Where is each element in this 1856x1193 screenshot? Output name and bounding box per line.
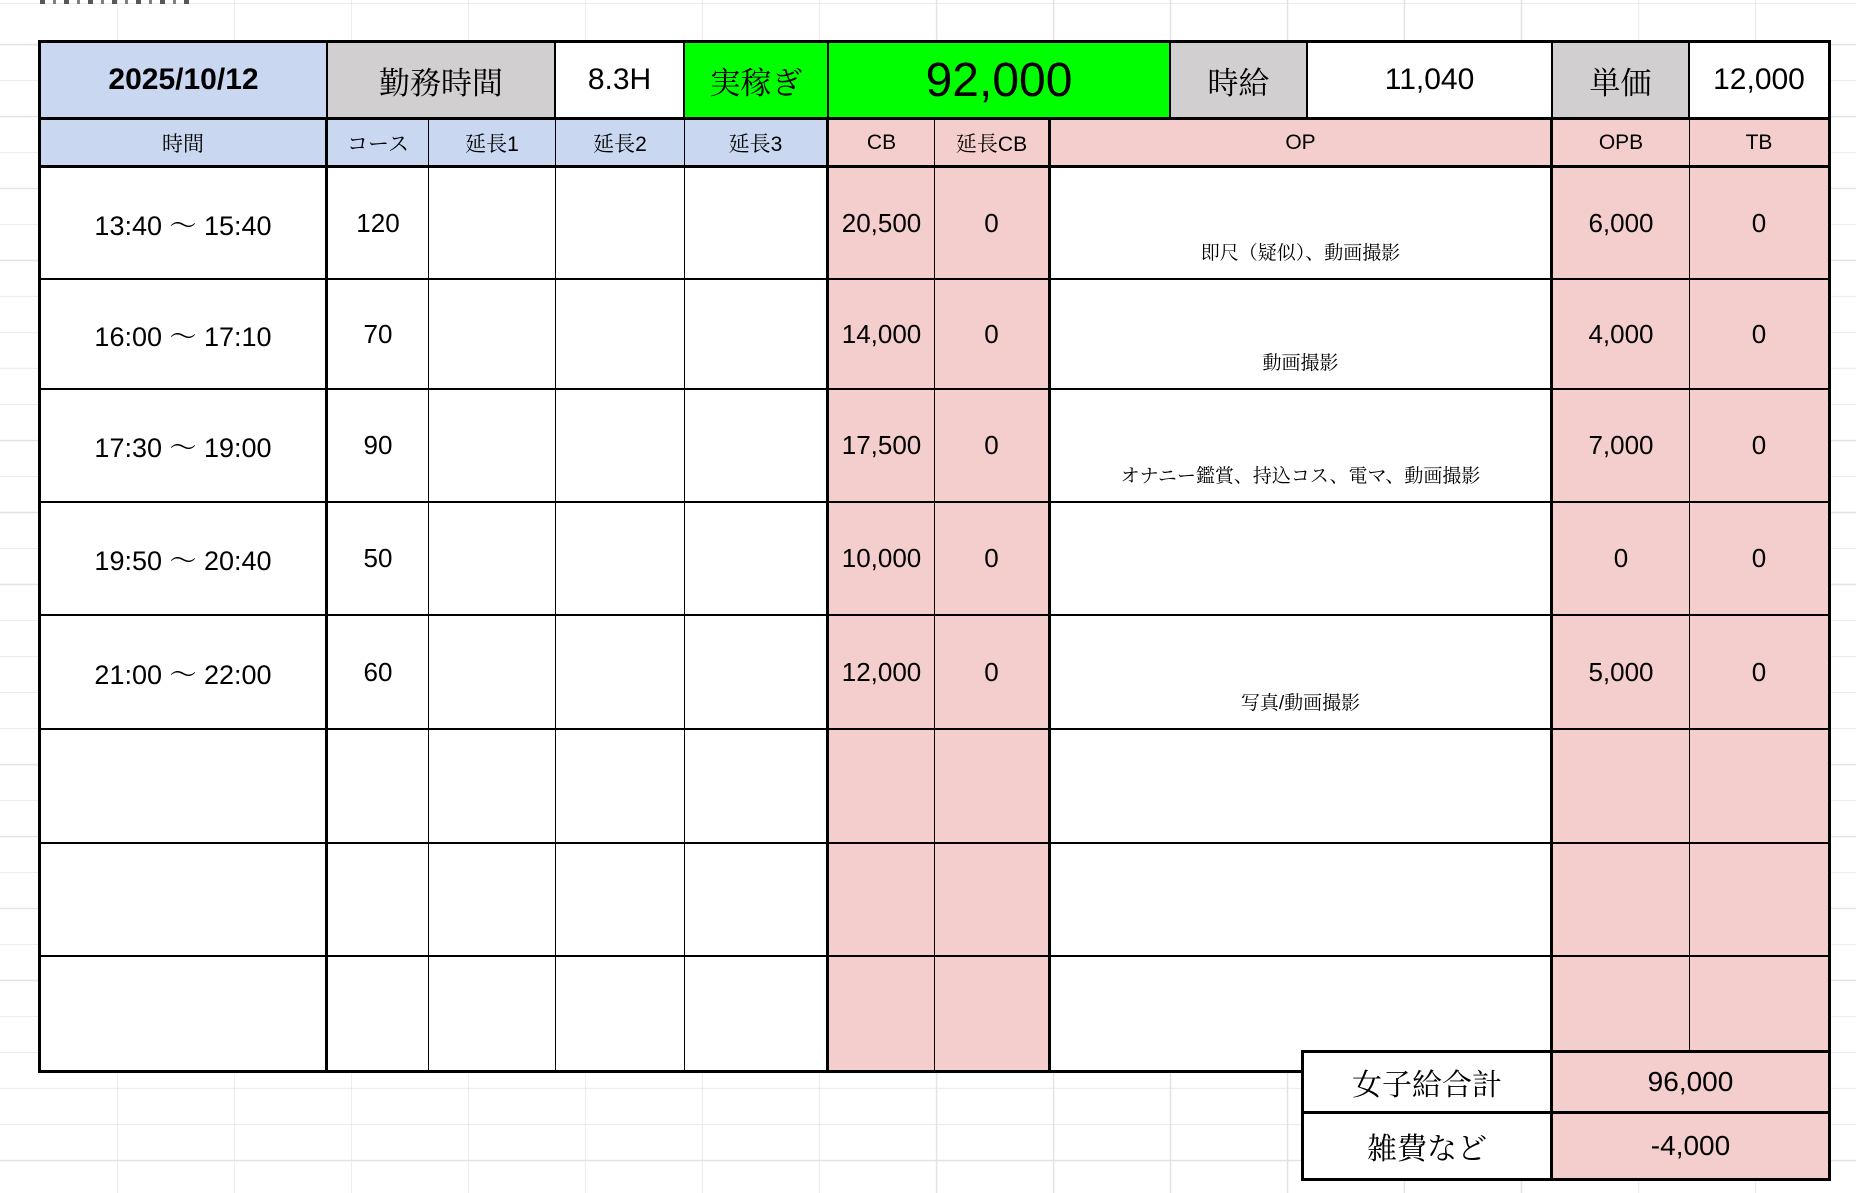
work-time-label-cell[interactable]: 勤務時間 <box>328 43 556 117</box>
ext2-cell[interactable] <box>556 730 685 842</box>
course-cell[interactable] <box>328 844 429 955</box>
op-cell[interactable] <box>1051 730 1553 842</box>
ext3-cell[interactable] <box>685 730 829 842</box>
time-cell[interactable]: 21:00 ～ 22:00 <box>41 616 328 728</box>
tb-cell[interactable] <box>1690 730 1828 842</box>
ext-cb-cell[interactable] <box>935 730 1051 842</box>
clipped-text-fragment <box>40 0 190 4</box>
column-header-row <box>41 120 1828 168</box>
cb-cell[interactable] <box>829 844 935 955</box>
date-cell[interactable]: 2025/10/12 <box>41 43 328 117</box>
cb-cell[interactable]: 12,000 <box>829 616 935 728</box>
time-cell[interactable] <box>41 730 328 842</box>
ext1-cell[interactable] <box>429 390 556 501</box>
opb-cell[interactable]: 6,000 <box>1553 168 1690 278</box>
opb-cell[interactable]: 4,000 <box>1553 280 1690 388</box>
table-row <box>41 280 1828 390</box>
ext3-cell[interactable] <box>685 168 829 278</box>
ext1-cell[interactable] <box>429 730 556 842</box>
totals-footer <box>1301 1050 1831 1181</box>
op-cell[interactable]: 即尺（疑似）、動画撮影 <box>1051 168 1553 278</box>
op-cell[interactable] <box>1051 844 1553 955</box>
expenses-label-cell[interactable]: 雑費など <box>1304 1114 1553 1178</box>
work-time-value-cell[interactable]: 8.3H <box>556 43 685 117</box>
hourly-wage-label-cell[interactable]: 時給 <box>1171 43 1308 117</box>
table-row <box>41 390 1828 503</box>
time-cell[interactable]: 17:30 ～ 19:00 <box>41 390 328 501</box>
ext1-cell[interactable] <box>429 844 556 955</box>
unit-price-label-cell[interactable]: 単価 <box>1553 43 1690 117</box>
ext3-cell[interactable] <box>685 390 829 501</box>
time-cell[interactable]: 19:50 ～ 20:40 <box>41 503 328 614</box>
opb-cell[interactable] <box>1553 730 1690 842</box>
ext2-cell[interactable] <box>556 168 685 278</box>
time-cell[interactable] <box>41 844 328 955</box>
course-cell[interactable] <box>328 957 429 1070</box>
expenses-row <box>1304 1114 1828 1178</box>
op-cell[interactable]: 写真/動画撮影 <box>1051 616 1553 728</box>
table-row <box>41 503 1828 616</box>
unit-price-value-cell[interactable]: 12,000 <box>1713 63 1805 96</box>
expenses-value-cell[interactable]: -4,000 <box>1553 1114 1828 1178</box>
table-row <box>41 616 1828 730</box>
ext-cb-cell[interactable]: 0 <box>935 503 1051 614</box>
ext2-cell[interactable] <box>556 390 685 501</box>
ext2-cell[interactable] <box>556 616 685 728</box>
total-label-cell[interactable]: 女子給合計 <box>1304 1053 1553 1111</box>
course-cell[interactable] <box>328 730 429 842</box>
net-earnings-label-cell[interactable]: 実稼ぎ <box>685 43 829 117</box>
col-header-ext3[interactable]: 延長3 <box>685 120 829 165</box>
tb-cell[interactable]: 0 <box>1690 503 1828 614</box>
tb-cell[interactable]: 0 <box>1690 616 1828 728</box>
ext-cb-cell[interactable]: 0 <box>935 616 1051 728</box>
op-cell[interactable]: オナニー鑑賞、持込コス、電マ、動画撮影 <box>1051 390 1553 501</box>
col-header-ext1[interactable]: 延長1 <box>429 120 556 165</box>
ext3-cell[interactable] <box>685 280 829 388</box>
col-header-op[interactable]: OP <box>1051 120 1553 165</box>
table-row <box>41 730 1828 844</box>
op-cell[interactable]: 動画撮影 <box>1051 280 1553 388</box>
tb-cell[interactable] <box>1690 844 1828 955</box>
course-cell[interactable]: 90 <box>328 390 429 501</box>
col-header-opb[interactable]: OPB <box>1553 120 1690 165</box>
course-cell[interactable]: 60 <box>328 616 429 728</box>
ext1-cell[interactable] <box>429 616 556 728</box>
total-row <box>1304 1053 1828 1114</box>
cb-cell[interactable]: 10,000 <box>829 503 935 614</box>
ext3-cell[interactable] <box>685 503 829 614</box>
course-cell[interactable]: 70 <box>328 280 429 388</box>
total-value-cell[interactable]: 96,000 <box>1553 1053 1828 1111</box>
opb-cell[interactable]: 5,000 <box>1553 616 1690 728</box>
cb-cell[interactable]: 14,000 <box>829 280 935 388</box>
ext-cb-cell[interactable] <box>935 957 1051 1070</box>
net-earnings-value-cell[interactable]: 92,000 <box>829 43 1171 117</box>
ext1-cell[interactable] <box>429 280 556 388</box>
cb-cell[interactable]: 17,500 <box>829 390 935 501</box>
col-header-ext-cb[interactable]: 延長CB <box>935 120 1051 165</box>
opb-cell[interactable]: 7,000 <box>1553 390 1690 501</box>
ext1-cell[interactable] <box>429 168 556 278</box>
ext3-cell[interactable] <box>685 957 829 1070</box>
table-row <box>41 844 1828 957</box>
cb-cell[interactable]: 20,500 <box>829 168 935 278</box>
time-cell[interactable] <box>41 957 328 1070</box>
time-cell[interactable]: 16:00 ～ 17:10 <box>41 280 328 388</box>
summary-bar <box>41 43 1828 120</box>
tb-cell[interactable]: 0 <box>1690 168 1828 278</box>
ext-cb-cell[interactable]: 0 <box>935 390 1051 501</box>
ext2-cell[interactable] <box>556 503 685 614</box>
ext3-cell[interactable] <box>685 844 829 955</box>
ext2-cell[interactable] <box>556 844 685 955</box>
tb-cell[interactable]: 0 <box>1690 390 1828 501</box>
col-header-course[interactable]: コース <box>328 120 429 165</box>
ext-cb-cell[interactable] <box>935 844 1051 955</box>
tb-cell[interactable]: 0 <box>1690 280 1828 388</box>
hourly-wage-value-cell[interactable]: 11,040 <box>1308 43 1553 117</box>
cb-cell[interactable] <box>829 730 935 842</box>
ext1-cell[interactable] <box>429 957 556 1070</box>
col-header-tb[interactable]: TB <box>1690 120 1828 165</box>
op-cell[interactable] <box>1051 503 1553 614</box>
worksheet-table <box>38 40 1831 1073</box>
ext3-cell[interactable] <box>685 616 829 728</box>
time-cell[interactable]: 13:40 ～ 15:40 <box>41 168 328 278</box>
ext2-cell[interactable] <box>556 280 685 388</box>
ext1-cell[interactable] <box>429 503 556 614</box>
col-header-cb[interactable]: CB <box>829 120 935 165</box>
opb-cell[interactable]: 0 <box>1553 503 1690 614</box>
col-header-time[interactable]: 時間 <box>41 120 328 165</box>
ext-cb-cell[interactable]: 0 <box>935 168 1051 278</box>
ext-cb-cell[interactable]: 0 <box>935 280 1051 388</box>
course-cell[interactable]: 120 <box>328 168 429 278</box>
table-row <box>41 168 1828 280</box>
ext2-cell[interactable] <box>556 957 685 1070</box>
course-cell[interactable]: 50 <box>328 503 429 614</box>
col-header-ext2[interactable]: 延長2 <box>556 120 685 165</box>
cb-cell[interactable] <box>829 957 935 1070</box>
opb-cell[interactable] <box>1553 844 1690 955</box>
